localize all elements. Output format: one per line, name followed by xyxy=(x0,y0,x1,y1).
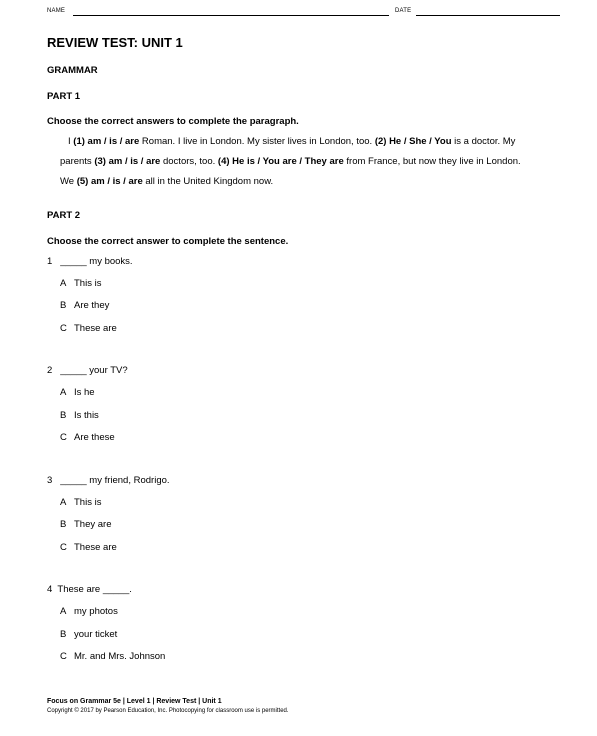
option-text: Mr. and Mrs. Johnson xyxy=(74,651,166,662)
page-title: REVIEW TEST: UNIT 1 xyxy=(47,35,183,50)
paragraph-text: is a doctor. My xyxy=(451,136,516,147)
paragraph-text: We xyxy=(60,176,77,187)
answer-choice[interactable]: (4) He is / You are / They are xyxy=(217,156,344,167)
option-letter: C xyxy=(60,542,67,553)
option-3a[interactable] xyxy=(60,497,101,508)
option-1c[interactable] xyxy=(60,323,117,334)
question-stem: These are _____. xyxy=(57,584,132,595)
answer-choice[interactable]: (1) am / is / are xyxy=(73,136,140,147)
footer-title: Focus on Grammar 5e | Level 1 | Review Test | Unit 1 xyxy=(47,698,222,705)
option-letter: A xyxy=(60,497,67,508)
date-line xyxy=(416,15,560,16)
part1-instruction: Choose the correct answers to complete the paragraph. xyxy=(47,116,299,127)
question-number: 3 xyxy=(47,475,53,486)
section-heading: GRAMMAR xyxy=(47,65,98,76)
question-number: 1 xyxy=(47,256,53,267)
question-3 xyxy=(47,475,170,486)
option-2c[interactable] xyxy=(60,432,115,443)
name-line xyxy=(73,15,389,16)
option-text: This is xyxy=(74,278,102,289)
option-letter: C xyxy=(60,432,67,443)
question-stem: _____ my books. xyxy=(60,256,133,267)
paragraph-line xyxy=(60,152,560,172)
option-4b[interactable] xyxy=(60,629,117,640)
answer-choice[interactable]: (5) am / is / are xyxy=(76,176,143,187)
part2-instruction: Choose the correct answer to complete the sentence. xyxy=(47,236,289,247)
paragraph-text: Roman. I live in London. My sister lives in London, too. xyxy=(139,136,375,147)
part2-label: PART 2 xyxy=(47,210,81,221)
paragraph-line xyxy=(60,172,560,192)
option-3b[interactable] xyxy=(60,519,112,530)
paragraph-text: doctors, too. xyxy=(160,156,218,167)
option-text: This is xyxy=(74,497,102,508)
option-text: These are xyxy=(74,323,117,334)
option-letter: A xyxy=(60,387,67,398)
paragraph-text: I xyxy=(68,136,74,147)
option-letter: C xyxy=(60,323,67,334)
option-letter: B xyxy=(60,410,67,421)
part1-label: PART 1 xyxy=(47,91,81,102)
answer-choice[interactable]: (3) am / is / are xyxy=(94,156,161,167)
option-text: Are these xyxy=(74,432,115,443)
paragraph-text: from France, but now they live in London. xyxy=(343,156,521,167)
option-1b[interactable] xyxy=(60,300,109,311)
question-stem: _____ my friend, Rodrigo. xyxy=(60,475,170,486)
question-number: 2 xyxy=(47,365,53,376)
date-label: DATE xyxy=(395,8,412,14)
option-4a[interactable] xyxy=(60,606,118,617)
option-letter: A xyxy=(60,278,67,289)
option-letter: A xyxy=(60,606,67,617)
option-text: Is he xyxy=(74,387,95,398)
option-text: my photos xyxy=(74,606,118,617)
name-date-header xyxy=(47,8,562,20)
question-4 xyxy=(47,584,132,595)
paragraph-text: all in the United Kingdom now. xyxy=(142,176,274,187)
option-text: These are xyxy=(74,542,117,553)
option-3c[interactable] xyxy=(60,542,117,553)
footer-copyright: Copyright © 2017 by Pearson Education, Inc. Photocopying for classroom use is permitted. xyxy=(47,708,289,714)
option-text: Is this xyxy=(74,410,99,421)
option-text: They are xyxy=(74,519,112,530)
option-text: Are they xyxy=(74,300,110,311)
question-1 xyxy=(47,256,133,267)
name-label: NAME xyxy=(47,8,66,14)
question-2 xyxy=(47,365,128,376)
question-stem: _____ your TV? xyxy=(60,365,128,376)
question-number: 4 xyxy=(47,584,53,595)
option-2a[interactable] xyxy=(60,387,95,398)
paragraph-line xyxy=(60,132,560,152)
option-2b[interactable] xyxy=(60,410,99,421)
option-letter: C xyxy=(60,651,67,662)
part1-paragraph xyxy=(60,132,560,192)
answer-choice[interactable]: (2) He / She / You xyxy=(374,136,452,147)
option-4c[interactable] xyxy=(60,651,165,662)
option-text: your ticket xyxy=(74,629,118,640)
option-letter: B xyxy=(60,300,67,311)
paragraph-text: parents xyxy=(60,156,95,167)
option-letter: B xyxy=(60,519,67,530)
option-1a[interactable] xyxy=(60,278,101,289)
option-letter: B xyxy=(60,629,67,640)
